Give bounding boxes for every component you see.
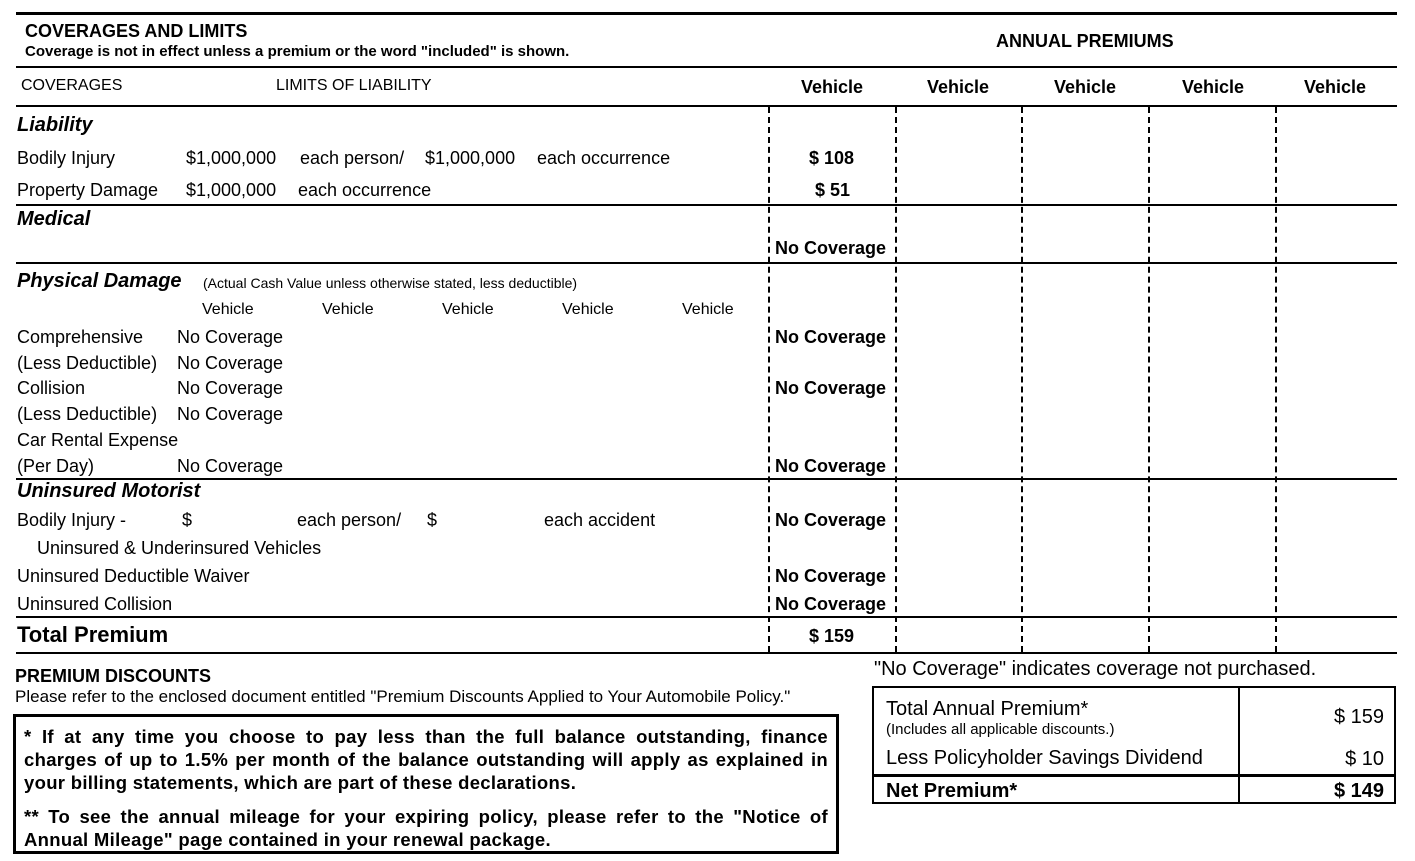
collision-premium: No Coverage [775, 378, 887, 398]
comprehensive-deductible-value: No Coverage [177, 353, 284, 373]
comprehensive-label: Comprehensive [17, 327, 144, 347]
total-annual-premium-label: Total Annual Premium* [886, 698, 1089, 720]
premium-discounts-heading: PREMIUM DISCOUNTS [15, 666, 212, 686]
um-bodily-injury-label: Bodily Injury - [17, 510, 127, 530]
vehicle-divider-1 [768, 107, 770, 652]
property-damage-unit: each occurrence [298, 180, 432, 200]
um-dollar-person: $ [182, 510, 193, 530]
medical-rule [16, 262, 1397, 264]
section-subtitle: Coverage is not in effect unless a premium or the word "included" is shown. [25, 43, 570, 60]
bodily-injury-unit-occurrence: each occurrence [537, 148, 671, 168]
uninsured-heading: Uninsured Motorist [17, 480, 201, 502]
finance-notes-box [13, 714, 839, 854]
limits-column-header: LIMITS OF LIABILITY [276, 77, 432, 94]
physical-damage-heading: Physical Damage [17, 270, 182, 292]
pd-vehicle-header-5: Vehicle [682, 301, 734, 318]
collision-deductible-value: No Coverage [177, 404, 284, 424]
physical-damage-rule [16, 478, 1397, 480]
car-rental-label: Car Rental Expense [17, 430, 179, 450]
car-rental-premium: No Coverage [775, 456, 887, 476]
um-collision-premium: No Coverage [775, 594, 887, 614]
bodily-injury-limit-occurrence: $1,000,000 [425, 148, 516, 168]
pd-vehicle-header-1: Vehicle [202, 301, 254, 318]
pd-vehicle-header-2: Vehicle [322, 301, 374, 318]
pd-vehicle-header-3: Vehicle [442, 301, 494, 318]
vehicle-divider-5 [1275, 107, 1277, 652]
vehicle-column-header-5: Vehicle [1304, 77, 1367, 97]
vehicle-divider-2 [895, 107, 897, 652]
top-rule [16, 12, 1397, 15]
net-premium-label: Net Premium* [886, 780, 1018, 802]
vehicle-column-header-1: Vehicle [801, 77, 864, 97]
collision-value: No Coverage [177, 378, 284, 398]
total-rule [16, 652, 1397, 654]
finance-charge-note: * If at any time you choose to pay less than the full balance outstanding, finance charges of up to 1.5% per month of the balance outstanding will apply as explained in your billing statements, which are part of these declarations. [24, 726, 828, 793]
total-premium-label: Total Premium [17, 622, 169, 647]
premium-discounts-text: Please refer to the enclosed document entitled "Premium Discounts Applied to Your Automobile Policy." [15, 687, 791, 706]
annual-premiums-heading: ANNUAL PREMIUMS [996, 31, 1174, 51]
total-annual-premium-value: $ 159 [1333, 706, 1384, 728]
columns-rule [16, 105, 1397, 107]
no-coverage-legend: "No Coverage" indicates coverage not purchased. [874, 658, 1317, 680]
um-unit-person: each person/ [297, 510, 402, 530]
liability-rule [16, 204, 1397, 206]
um-dollar-accident: $ [427, 510, 438, 530]
bodily-injury-unit-person: each person/ [300, 148, 405, 168]
comprehensive-deductible-label: (Less Deductible) [17, 353, 158, 373]
property-damage-premium: $ 51 [815, 180, 851, 200]
um-deductible-waiver-label: Uninsured Deductible Waiver [17, 566, 250, 586]
medical-heading: Medical [17, 208, 91, 230]
vehicle-column-header-3: Vehicle [1054, 77, 1117, 97]
bodily-injury-premium: $ 108 [809, 148, 855, 168]
header-rule [16, 66, 1397, 68]
collision-deductible-label: (Less Deductible) [17, 404, 158, 424]
dividend-label: Less Policyholder Savings Dividend [886, 747, 1203, 769]
um-collision-label: Uninsured Collision [17, 594, 173, 614]
medical-premium: No Coverage [775, 238, 887, 258]
premium-summary-box [872, 686, 1396, 804]
um-vehicles-label: Uninsured & Underinsured Vehicles [37, 538, 322, 558]
um-unit-accident: each accident [544, 510, 656, 530]
net-premium-row [874, 774, 1394, 804]
vehicle-divider-4 [1148, 107, 1150, 652]
annual-mileage-note: ** To see the annual mileage for your expiring policy, please refer to the "Notice of Annual Mileage" page contained in your renewal package. [24, 806, 828, 850]
vehicle-column-header-2: Vehicle [927, 77, 990, 97]
property-damage-label: Property Damage [17, 180, 159, 200]
vehicle-column-header-4: Vehicle [1182, 77, 1245, 97]
property-damage-limit: $1,000,000 [186, 180, 277, 200]
bodily-injury-label: Bodily Injury [17, 148, 116, 168]
uninsured-rule [16, 616, 1397, 618]
bodily-injury-limit-person: $1,000,000 [186, 148, 277, 168]
comprehensive-premium: No Coverage [775, 327, 887, 347]
pd-vehicle-header-4: Vehicle [562, 301, 614, 318]
coverages-column-header: COVERAGES [21, 77, 123, 94]
um-deductible-waiver-premium: No Coverage [775, 566, 887, 586]
car-rental-value: No Coverage [177, 456, 284, 476]
collision-label: Collision [17, 378, 86, 398]
um-bodily-injury-premium: No Coverage [775, 510, 887, 530]
liability-heading: Liability [17, 114, 93, 136]
comprehensive-value: No Coverage [177, 327, 284, 347]
physical-damage-note: (Actual Cash Value unless otherwise stated, less deductible) [203, 275, 578, 291]
net-premium-value: $ 149 [1333, 780, 1384, 802]
car-rental-per-day-label: (Per Day) [17, 456, 95, 476]
dividend-value: $ 10 [1345, 748, 1384, 770]
vehicle-divider-3 [1021, 107, 1023, 652]
total-premium-value: $ 159 [809, 626, 855, 646]
total-annual-premium-sub: (Includes all applicable discounts.) [886, 721, 1115, 738]
section-title: COVERAGES AND LIMITS [25, 21, 248, 41]
